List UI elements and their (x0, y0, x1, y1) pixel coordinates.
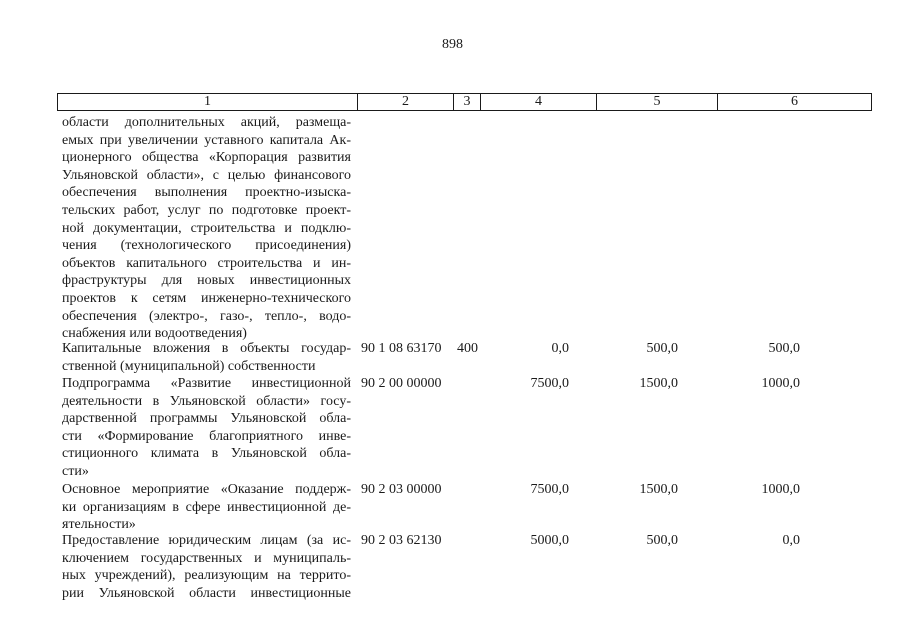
description-line: Ульяновской области», с целью финансового (62, 167, 351, 183)
description-line: дарственной программы Ульяновской обла- (62, 411, 351, 427)
row-description (62, 114, 351, 343)
description-line: тельских работ, услуг по подготовке проект- (62, 202, 351, 218)
row-value-col5: 500,0 (646, 341, 678, 356)
row-value-col4: 0,0 (551, 341, 569, 356)
row-value-col6: 0,0 (782, 533, 800, 548)
row-expense-type: 400 (457, 341, 478, 356)
description-line: объектов капитального строительства и ин- (62, 255, 351, 271)
description-line: чения (технологического присоединения) (62, 238, 351, 254)
row-value-col5: 1500,0 (639, 376, 678, 391)
description-line: рии Ульяновской области инвестиционные (62, 585, 351, 601)
row-value-col6: 1000,0 (761, 376, 800, 391)
description-line: обеспечения выполнения проектно-изыска- (62, 185, 351, 201)
column-header-4: 4 (481, 94, 597, 110)
description-line: сти «Формирование благоприятного инве- (62, 428, 351, 444)
description-line: емых при увеличении уставного капитала Ак- (62, 132, 351, 148)
row-value-col4: 5000,0 (530, 533, 569, 548)
row-description (62, 532, 351, 602)
description-line: сти» (62, 463, 89, 479)
description-line: ключением государственных и муниципаль- (62, 550, 351, 566)
row-code: 90 2 03 62130 (361, 533, 442, 548)
description-line: ки организациям в сфере инвестиционной де- (62, 499, 351, 515)
description-line: снабжения или водоотведения) (62, 326, 247, 342)
description-line: обеспечения (электро-, газо-, тепло-, водо- (62, 308, 351, 324)
description-line: ционерного общества «Корпорация развития (62, 150, 351, 166)
description-line: Основное мероприятие «Оказание поддерж- (62, 482, 351, 497)
table-header (57, 93, 872, 111)
row-value-col6: 1000,0 (761, 482, 800, 497)
column-header-6: 6 (791, 94, 798, 109)
row-value-col6: 500,0 (768, 341, 800, 356)
description-line: области дополнительных акций, размеща- (62, 115, 351, 130)
description-line: ственной (муниципальной) собственности (62, 358, 316, 374)
description-line: ной документации, строительства и подклю- (62, 220, 351, 236)
row-value-col5: 500,0 (646, 533, 678, 548)
description-line: фраструктуры для новых инвестиционных (62, 273, 351, 289)
column-header-1: 1 (58, 94, 358, 110)
row-value-col4: 7500,0 (530, 482, 569, 497)
description-line: стиционного климата в Ульяновской обла- (62, 446, 351, 462)
description-line: ных учреждений), реализующим на террито- (62, 568, 351, 584)
description-line: проектов к сетям инженерно-технического (62, 290, 351, 306)
row-value-col4: 7500,0 (530, 376, 569, 391)
description-line: Капитальные вложения в объекты государ- (62, 341, 351, 356)
row-code: 90 2 03 00000 (361, 482, 442, 497)
row-description (62, 340, 351, 375)
description-line: Предоставление юридическим лицам (за ис- (62, 533, 351, 548)
row-description (62, 481, 351, 534)
description-line: ятельности» (62, 517, 136, 533)
description-line: Подпрограмма «Развитие инвестиционной (62, 376, 351, 391)
column-header-5: 5 (597, 94, 718, 110)
row-description (62, 375, 351, 481)
column-header-3: 3 (454, 94, 481, 110)
row-code: 90 1 08 63170 (361, 341, 442, 356)
row-value-col5: 1500,0 (639, 482, 678, 497)
page-number: 898 (442, 37, 463, 52)
column-header-2: 2 (358, 94, 454, 110)
description-line: деятельности в Ульяновской области» госу- (62, 393, 351, 409)
row-code: 90 2 00 00000 (361, 376, 442, 391)
